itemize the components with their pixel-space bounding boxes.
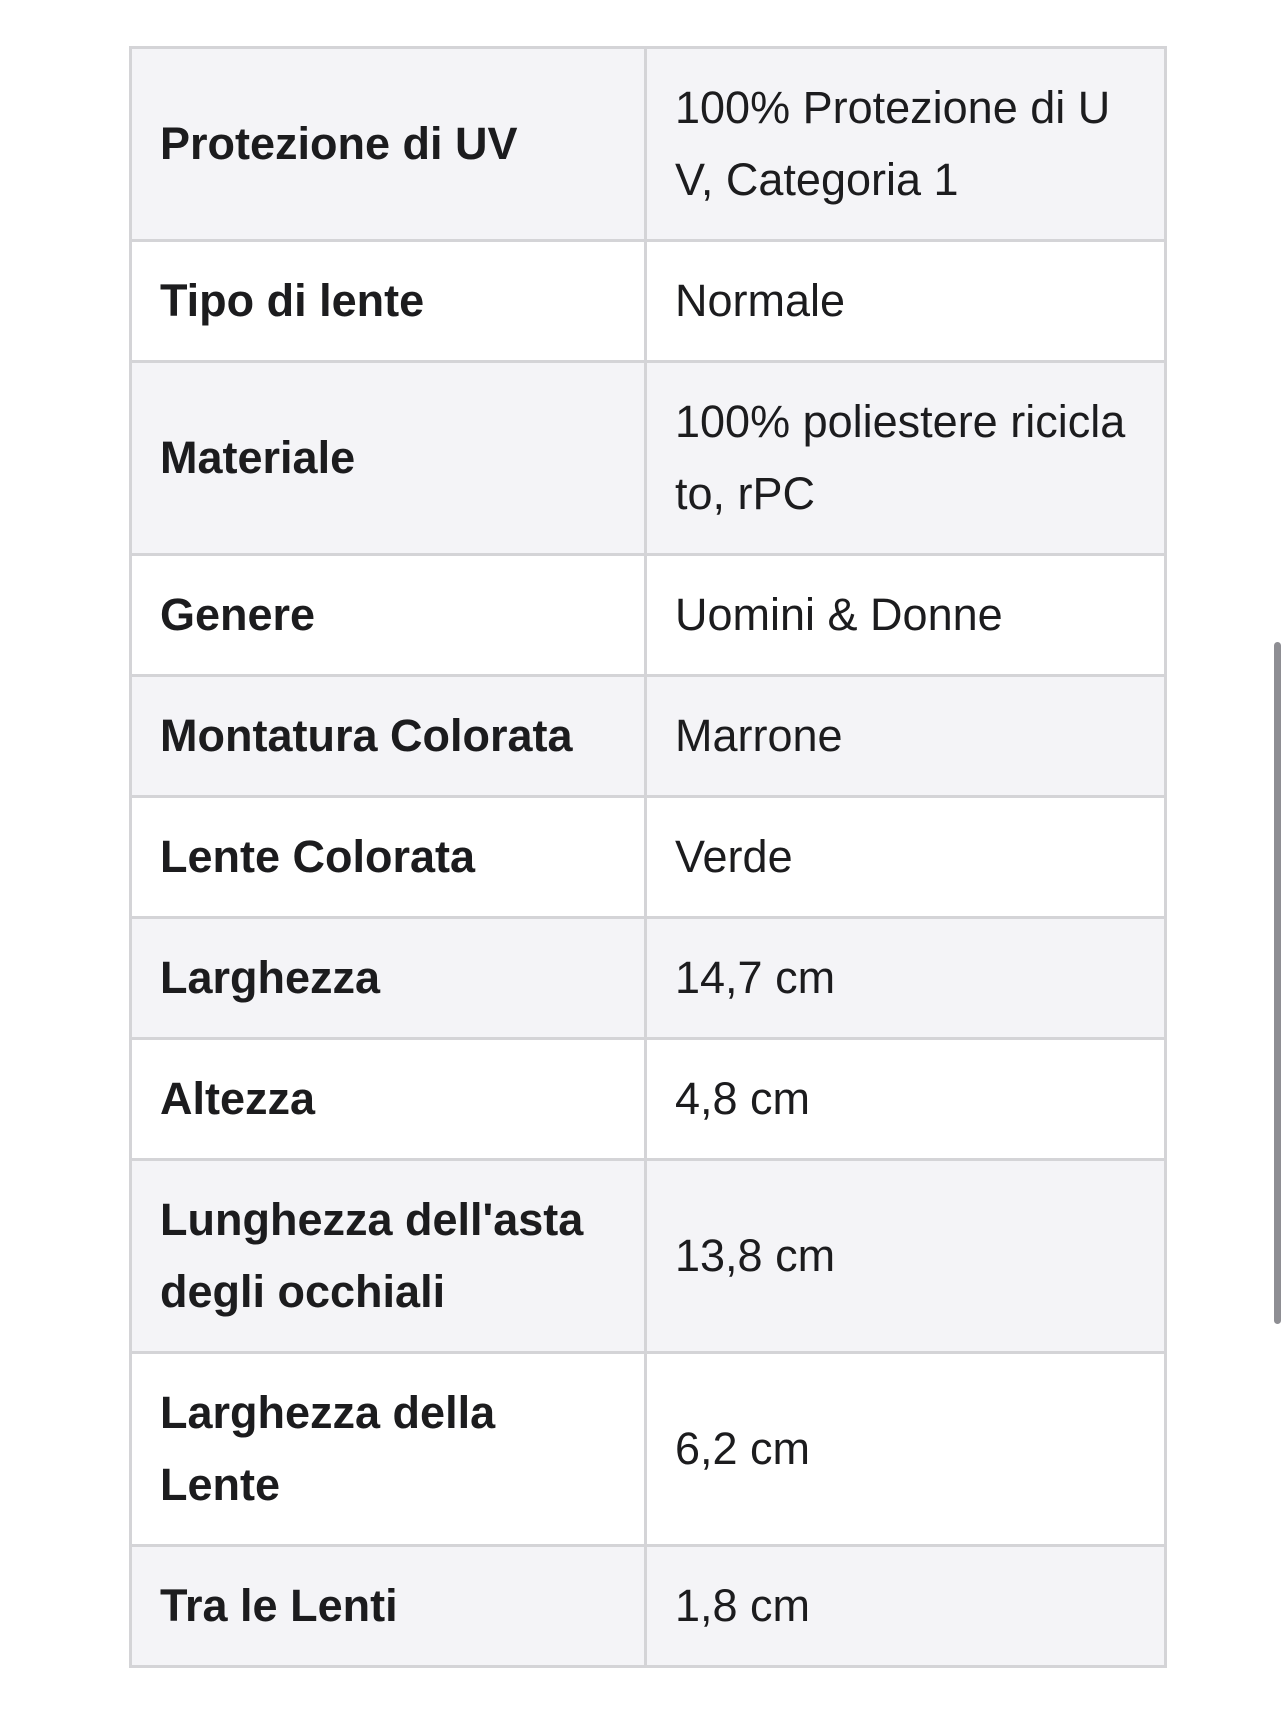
spec-label: Tra le Lenti [131,1546,646,1667]
spec-table [129,46,1167,1668]
table-row [131,1160,1166,1353]
spec-label: Lunghezza dell'asta degli occhiali [131,1160,646,1353]
table-row [131,555,1166,676]
spec-value: 100% poliestere riciclato, rPC [646,362,1166,555]
spec-label: Montatura Colorata [131,676,646,797]
table-row [131,48,1166,241]
spec-label: Genere [131,555,646,676]
spec-value: 1,8 cm [646,1546,1166,1667]
table-row [131,1353,1166,1546]
table-row [131,918,1166,1039]
spec-label: Materiale [131,362,646,555]
spec-value: 100% Protezione di UV, Categoria 1 [646,48,1166,241]
spec-value: Normale [646,241,1166,362]
table-row [131,241,1166,362]
spec-value: Verde [646,797,1166,918]
spec-label: Altezza [131,1039,646,1160]
spec-label: Larghezza [131,918,646,1039]
table-row [131,1546,1166,1667]
vertical-scrollbar[interactable] [1274,642,1281,1324]
table-row [131,1039,1166,1160]
spec-value: Uomini & Donne [646,555,1166,676]
table-row [131,362,1166,555]
spec-value: 13,8 cm [646,1160,1166,1353]
spec-value: 14,7 cm [646,918,1166,1039]
spec-label: Lente Colorata [131,797,646,918]
spec-label: Protezione di UV [131,48,646,241]
spec-label: Tipo di lente [131,241,646,362]
spec-value: 6,2 cm [646,1353,1166,1546]
spec-value: 4,8 cm [646,1039,1166,1160]
table-row [131,676,1166,797]
spec-label: Larghezza della Lente [131,1353,646,1546]
table-row [131,797,1166,918]
spec-value: Marrone [646,676,1166,797]
